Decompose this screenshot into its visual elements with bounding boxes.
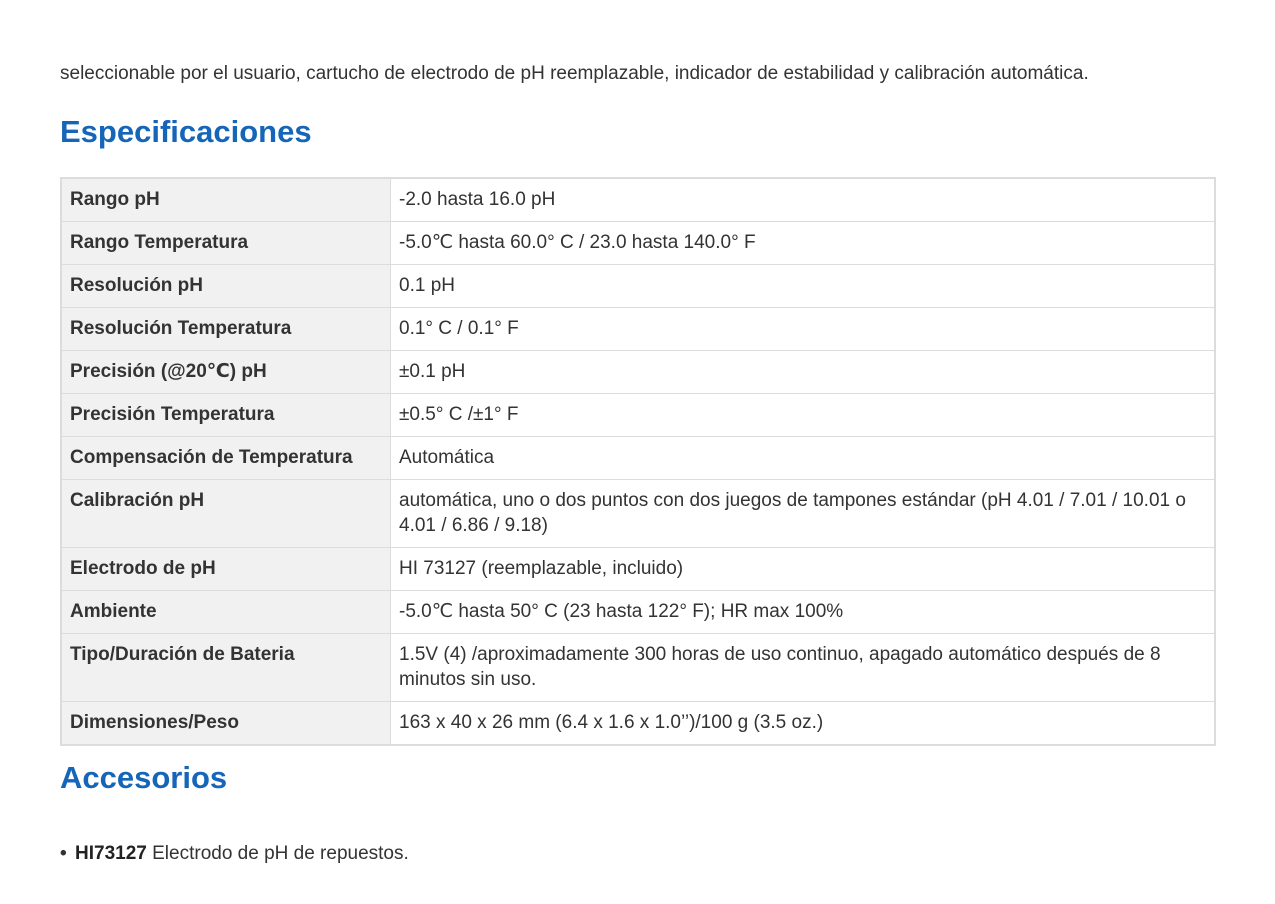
list-item bbox=[60, 842, 409, 866]
accessory-code: HI73127 bbox=[75, 843, 147, 864]
table-row bbox=[61, 394, 1215, 437]
accessories-heading: Accesorios bbox=[60, 760, 228, 795]
specifications-heading: Especificaciones bbox=[60, 114, 312, 149]
spec-label: Electrodo de pH bbox=[61, 548, 391, 591]
spec-value: HI 73127 (reemplazable, incluido) bbox=[391, 548, 1216, 591]
spec-label: Precisión Temperatura bbox=[61, 394, 391, 437]
table-row bbox=[61, 548, 1215, 591]
table-row bbox=[61, 437, 1215, 480]
spec-value: -5.0℃ hasta 60.0° C / 23.0 hasta 140.0° F bbox=[391, 222, 1216, 265]
spec-label: Rango Temperatura bbox=[61, 222, 391, 265]
spec-label: Compensación de Temperatura bbox=[61, 437, 391, 480]
spec-value: 1.5V (4) /aproximadamente 300 horas de uso continuo, apagado automático después de 8 minutos sin uso. bbox=[391, 634, 1216, 702]
specifications-table bbox=[60, 177, 1216, 746]
spec-label: Precisión (@20℃) pH bbox=[61, 351, 391, 394]
spec-value: -2.0 hasta 16.0 pH bbox=[391, 178, 1216, 222]
spec-value: -5.0℃ hasta 50° C (23 hasta 122° F); HR max 100% bbox=[391, 591, 1216, 634]
table-row bbox=[61, 591, 1215, 634]
spec-value: ±0.5° C /±1° F bbox=[391, 394, 1216, 437]
spec-label: Resolución Temperatura bbox=[61, 308, 391, 351]
accessories-list bbox=[60, 842, 409, 866]
table-row bbox=[61, 265, 1215, 308]
table-row bbox=[61, 702, 1215, 746]
bullet-icon: • bbox=[60, 843, 67, 864]
table-row bbox=[61, 480, 1215, 548]
spec-value: 0.1 pH bbox=[391, 265, 1216, 308]
spec-value: 163 x 40 x 26 mm (6.4 x 1.6 x 1.0’’)/100 g (3.5 oz.) bbox=[391, 702, 1216, 746]
spec-value: Automática bbox=[391, 437, 1216, 480]
table-row bbox=[61, 634, 1215, 702]
table-row bbox=[61, 308, 1215, 351]
table-row bbox=[61, 222, 1215, 265]
spec-value: automática, uno o dos puntos con dos juegos de tampones estándar (pH 4.01 / 7.01 / 10.01 o 4.01 / 6.86 / 9.18) bbox=[391, 480, 1216, 548]
table-row bbox=[61, 351, 1215, 394]
spec-label: Resolución pH bbox=[61, 265, 391, 308]
intro-paragraph: seleccionable por el usuario, cartucho de electrodo de pH reemplazable, indicador de estabilidad y calibración automática. bbox=[60, 63, 1089, 84]
spec-value: ±0.1 pH bbox=[391, 351, 1216, 394]
spec-label: Rango pH bbox=[61, 178, 391, 222]
spec-label: Calibración pH bbox=[61, 480, 391, 548]
table-row bbox=[61, 178, 1215, 222]
spec-value: 0.1° C / 0.1° F bbox=[391, 308, 1216, 351]
spec-label: Tipo/Duración de Bateria bbox=[61, 634, 391, 702]
accessory-description: Electrodo de pH de repuestos. bbox=[146, 843, 409, 864]
spec-label: Dimensiones/Peso bbox=[61, 702, 391, 746]
spec-label: Ambiente bbox=[61, 591, 391, 634]
